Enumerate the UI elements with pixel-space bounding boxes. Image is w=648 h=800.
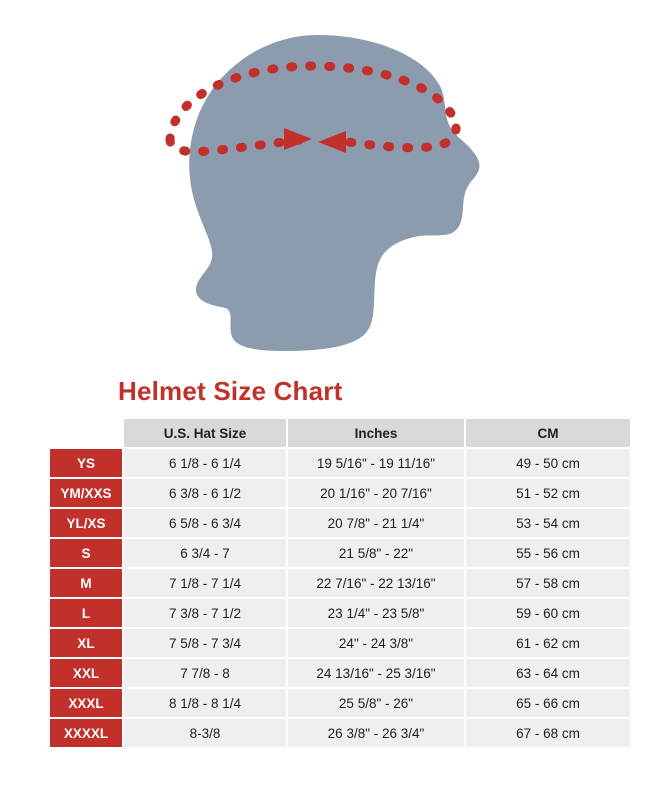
inches-value: 20 7/8" - 21 1/4" xyxy=(288,509,464,537)
hat-size-value: 8-3/8 xyxy=(124,719,286,747)
inches-value: 22 7/16" - 22 13/16" xyxy=(288,569,464,597)
size-label: M xyxy=(50,569,122,597)
size-label: XXL xyxy=(50,659,122,687)
head-illustration xyxy=(0,0,648,368)
header-cell-inches: Inches xyxy=(288,419,464,447)
cm-value: 63 - 64 cm xyxy=(466,659,630,687)
size-label: YS xyxy=(50,449,122,477)
hat-size-value: 7 3/8 - 7 1/2 xyxy=(124,599,286,627)
header-cell-us-hat-size: U.S. Hat Size xyxy=(124,419,286,447)
hat-size-value: 7 1/8 - 7 1/4 xyxy=(124,569,286,597)
header-cell-blank xyxy=(50,419,122,447)
hat-size-value: 6 5/8 - 6 3/4 xyxy=(124,509,286,537)
hat-size-value: 7 5/8 - 7 3/4 xyxy=(124,629,286,657)
table-row xyxy=(50,599,630,627)
size-label: XL xyxy=(50,629,122,657)
inches-value: 21 5/8" - 22" xyxy=(288,539,464,567)
hat-size-value: 7 7/8 - 8 xyxy=(124,659,286,687)
table-row xyxy=(50,449,630,477)
size-label: YL/XS xyxy=(50,509,122,537)
hat-size-value: 6 3/8 - 6 1/2 xyxy=(124,479,286,507)
size-label: XXXL xyxy=(50,689,122,717)
head-silhouette xyxy=(189,35,479,351)
inches-value: 25 5/8" - 26" xyxy=(288,689,464,717)
inches-value: 20 1/16" - 20 7/16" xyxy=(288,479,464,507)
table-row xyxy=(50,689,630,717)
size-label: L xyxy=(50,599,122,627)
inches-value: 23 1/4" - 23 5/8" xyxy=(288,599,464,627)
size-label: XXXXL xyxy=(50,719,122,747)
table-row xyxy=(50,479,630,507)
header-cell-cm: CM xyxy=(466,419,630,447)
cm-value: 51 - 52 cm xyxy=(466,479,630,507)
inches-value: 26 3/8" - 26 3/4" xyxy=(288,719,464,747)
inches-value: 24" - 24 3/8" xyxy=(288,629,464,657)
cm-value: 61 - 62 cm xyxy=(466,629,630,657)
size-label: S xyxy=(50,539,122,567)
cm-value: 49 - 50 cm xyxy=(466,449,630,477)
table-row xyxy=(50,509,630,537)
table-row xyxy=(50,539,630,567)
cm-value: 55 - 56 cm xyxy=(466,539,630,567)
hat-size-value: 8 1/8 - 8 1/4 xyxy=(124,689,286,717)
size-chart-container xyxy=(24,417,624,749)
cm-value: 57 - 58 cm xyxy=(466,569,630,597)
size-label: YM/XXS xyxy=(50,479,122,507)
cm-value: 67 - 68 cm xyxy=(466,719,630,747)
page-title: Helmet Size Chart xyxy=(118,376,343,406)
cm-value: 65 - 66 cm xyxy=(466,689,630,717)
table-body xyxy=(50,449,630,747)
head-profile-icon xyxy=(0,0,648,368)
table-header-row xyxy=(50,419,630,447)
table-row xyxy=(50,719,630,747)
helmet-size-table xyxy=(48,417,632,749)
hat-size-value: 6 3/4 - 7 xyxy=(124,539,286,567)
table-row xyxy=(50,629,630,657)
cm-value: 59 - 60 cm xyxy=(466,599,630,627)
cm-value: 53 - 54 cm xyxy=(466,509,630,537)
inches-value: 19 5/16" - 19 11/16" xyxy=(288,449,464,477)
table-row xyxy=(50,569,630,597)
table-row xyxy=(50,659,630,687)
inches-value: 24 13/16" - 25 3/16" xyxy=(288,659,464,687)
hat-size-value: 6 1/8 - 6 1/4 xyxy=(124,449,286,477)
